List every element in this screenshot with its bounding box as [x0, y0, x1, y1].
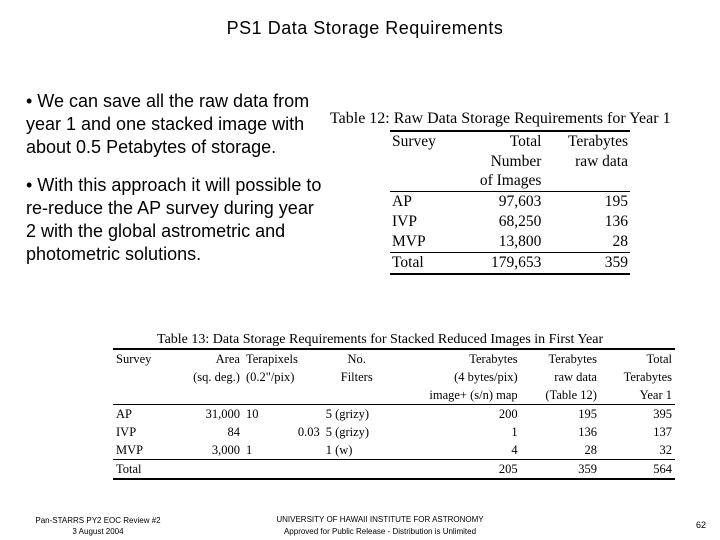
header-cell: Number: [490, 152, 542, 170]
footer-left: [18, 515, 178, 537]
table-row: [113, 441, 675, 460]
table-row: [390, 212, 630, 232]
table-row: [390, 232, 630, 253]
footer-review: Pan-STARRS PY2 EOC Review #2: [35, 516, 161, 525]
cell-terabytes-image: 205: [391, 460, 521, 480]
cell-terabytes-raw: 195: [521, 405, 600, 424]
header-cell: (Table 12): [545, 388, 597, 402]
cell-terabytes-raw: 359: [521, 460, 600, 480]
table-header-row: [390, 171, 630, 191]
header-cell: raw data: [575, 152, 628, 170]
cell-terabytes-image: 200: [391, 405, 521, 424]
table-header-row: [390, 131, 630, 152]
cell-survey: AP: [113, 405, 170, 424]
table-row: [390, 191, 630, 212]
header-cell: [323, 386, 391, 405]
cell-total-images: 179,653: [455, 252, 544, 274]
cell-survey: IVP: [116, 425, 137, 439]
header-cell: (0.2"/pix): [245, 370, 295, 384]
cell-terabytes: 136: [604, 212, 628, 230]
table-header-row: [390, 152, 630, 172]
cell-terabytes: 195: [543, 191, 630, 212]
table-header-row: [113, 386, 675, 405]
header-cell: Survey: [390, 131, 455, 152]
footer-release: Approved for Public Release - Distribution is Unlimited: [283, 527, 477, 536]
cell-total-terabytes: 32: [659, 443, 672, 457]
table-header-row: [113, 368, 675, 386]
cell-survey: IVP: [392, 212, 417, 230]
header-cell: [390, 171, 455, 191]
cell-images: 97,603: [455, 191, 544, 212]
header-cell: Terabytes: [543, 131, 630, 152]
header-cell: No.: [323, 349, 391, 368]
cell-total-terabytes: 137: [653, 425, 672, 439]
bullet-item: • We can save all the raw data from year 1 and one stacked image with about 0.5 Petabytes of storage.: [26, 91, 310, 157]
cell-area: 31,000: [170, 405, 243, 424]
header-cell: Total: [455, 131, 544, 152]
cell-terapixels: 0.03: [297, 425, 320, 439]
cell-terabytes-image: 4: [511, 443, 518, 457]
header-cell: Area: [170, 349, 243, 368]
cell-terabytes-image: 1: [511, 425, 518, 439]
table-row: [113, 405, 675, 424]
table-total-row: [390, 252, 630, 274]
header-cell: image+ (s/n) map: [429, 388, 518, 402]
cell-area: 84: [227, 425, 240, 439]
footer-center: [240, 514, 520, 538]
footer-institution: UNIVERSITY OF HAWAII INSTITUTE FOR ASTRONOMY: [276, 515, 484, 524]
header-cell: [113, 386, 170, 405]
header-cell: of Images: [479, 172, 542, 189]
header-cell: Year 1: [639, 388, 672, 402]
page-number: 62: [695, 520, 706, 530]
cell-terabytes-raw: 136: [578, 425, 597, 439]
header-cell: raw data: [554, 370, 597, 384]
cell-area: [170, 460, 243, 480]
cell-terabytes-raw: 28: [584, 443, 597, 457]
header-cell: [543, 171, 630, 191]
header-cell: Terabytes: [623, 370, 672, 384]
table-header-row: [113, 349, 675, 368]
cell-survey: MVP: [392, 232, 426, 250]
header-cell: [390, 152, 455, 172]
cell-terapixels: 1: [245, 443, 253, 457]
slide-title: PS1 Data Storage Requirements: [226, 18, 504, 38]
header-cell: [170, 386, 243, 405]
cell-total-label: Total: [390, 252, 455, 274]
cell-total-terabytes: 359: [543, 252, 630, 274]
cell-total-terabytes: 564: [600, 460, 675, 480]
cell-filters: [323, 460, 391, 480]
cell-total-terabytes: 395: [600, 405, 675, 424]
table-total-row: [113, 460, 675, 480]
cell-images: 68,250: [498, 212, 542, 230]
cell-filters: 1 (w): [325, 443, 353, 457]
bullet-item: • With this approach it will possible to re-reduce the AP survey during year 2 with the global astrometric and photometric solutions.: [26, 175, 322, 264]
cell-terapixels: [243, 460, 323, 480]
cell-filters: 5 (grizy): [323, 405, 391, 424]
cell-survey: MVP: [116, 443, 144, 457]
table13-caption: Table 13: Data Storage Requirements for Stacked Reduced Images in First Year: [157, 332, 604, 347]
header-cell: Terapixels: [243, 349, 323, 368]
header-cell: Survey: [113, 349, 170, 368]
header-cell: Terabytes: [391, 349, 521, 368]
table13: [113, 348, 675, 480]
cell-terapixels: 10: [243, 405, 323, 424]
header-cell: (sq. deg.): [193, 370, 240, 384]
footer-date: 3 August 2004: [72, 527, 124, 536]
table12: [390, 130, 630, 275]
header-cell: (4 bytes/pix): [454, 370, 518, 384]
header-cell: Terabytes: [521, 349, 600, 368]
header-cell: Total: [600, 349, 675, 368]
cell-images: 13,800: [498, 232, 542, 250]
cell-total-label: Total: [113, 460, 170, 480]
cell-terabytes: 28: [612, 232, 628, 250]
header-cell: Filters: [340, 370, 373, 384]
cell-survey: AP: [390, 191, 455, 212]
table12-caption: Table 12: Raw Data Storage Requirements for Year 1: [330, 110, 671, 127]
cell-area: 3,000: [211, 443, 240, 457]
bullet-list: [26, 90, 326, 281]
cell-filters: 5 (grizy): [325, 425, 370, 439]
header-cell: [113, 368, 170, 386]
table-row: [113, 423, 675, 441]
header-cell: [243, 386, 323, 405]
